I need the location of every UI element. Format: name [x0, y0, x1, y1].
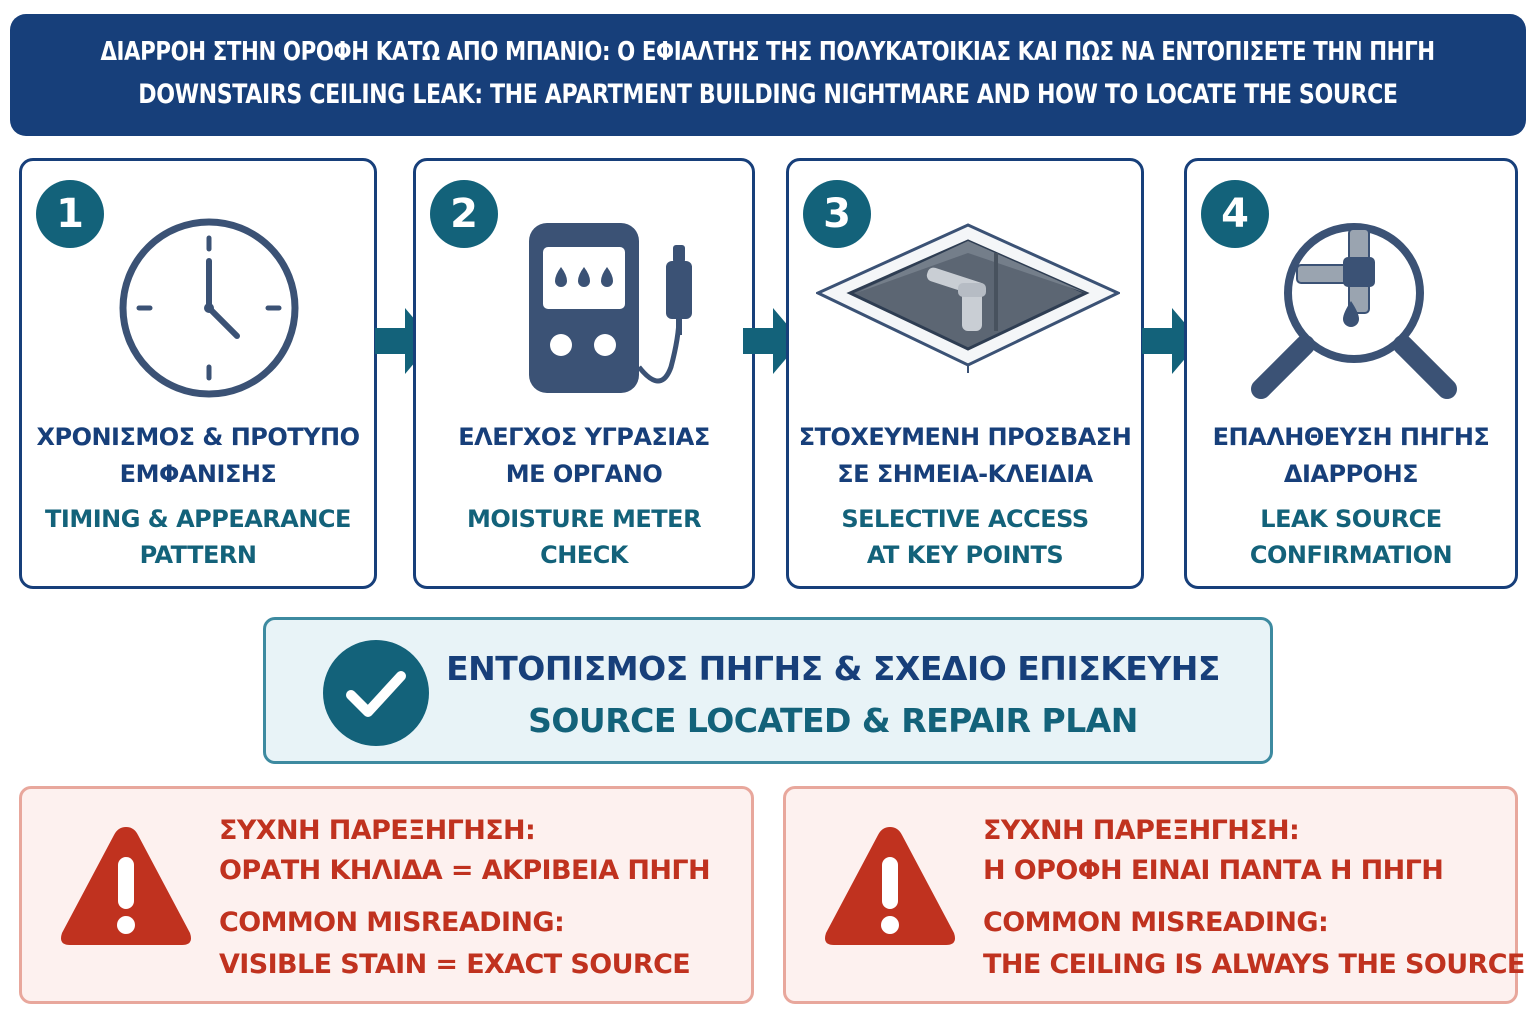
step-card-timing [19, 158, 377, 589]
magnifier-pipe-icon [1239, 217, 1469, 407]
step-label-greek: ΣΤΟΧΕΥΜΕΝΗ ΠΡΟΣΒΑΣΗ ΣΕ ΣΗΜΕΙΑ-ΚΛΕΙΔΙΑ [798, 423, 1132, 488]
step-number-badge: 1 [36, 180, 104, 248]
warning-heading-english: COMMON MISREADING: [983, 907, 1329, 938]
step-number-badge: 3 [803, 180, 871, 248]
step-card-moisture [413, 158, 755, 589]
warning-heading-greek: ΣΥΧΝΗ ΠΑΡΕΞΗΓΗΣΗ: [983, 815, 1300, 846]
clock-icon [114, 213, 304, 403]
step-card-access [786, 158, 1144, 589]
title-greek: ΔΙΑΡΡΟΗ ΣΤΗΝ ΟΡΟΦΗ ΚΑΤΩ ΑΠΟ ΜΠΑΝΙΟ: Ο ΕΦΙΑΛΤΗΣ ΤΗΣ ΠΟΛΥΚΑΤΟΙΚΙΑΣ ΚΑΙ ΠΩΣ ΝΑ ΕΝΤΟΠΙΣΕΤΕ ΤΗΝ ΠΗΓΗ [100, 37, 1436, 67]
ceiling-access-icon [816, 223, 1120, 373]
warning-icon [56, 821, 196, 951]
warning-text-greek: Η ΟΡΟΦΗ ΕΙΝΑΙ ΠΑΝΤΑ Η ΠΗΓΗ [983, 855, 1444, 886]
result-label-greek: ΕΝΤΟΠΙΣΜΟΣ ΠΗΓΗΣ & ΣΧΕΔΙΟ ΕΠΙΣΚΕΥΗΣ [446, 649, 1220, 688]
moisture-meter-icon [521, 217, 721, 407]
title-english: DOWNSTAIRS CEILING LEAK: THE APARTMENT BUILDING NIGHTMARE AND HOW TO LOCATE THE SOURCE [138, 79, 1398, 110]
warning-text-english: THE CEILING IS ALWAYS THE SOURCE [983, 949, 1525, 980]
warning-icon [820, 821, 960, 951]
warning-text-greek: ΟΡΑΤΗ ΚΗΛΙΔΑ = ΑΚΡΙΒΕΙΑ ΠΗΓΗ [219, 855, 710, 886]
step-label-greek: ΕΛΕΓΧΟΣ ΥΓΡΑΣΙΑΣ ΜΕ ΟΡΓΑΝΟ [458, 423, 710, 488]
step-label-greek: ΕΠΑΛΗΘΕΥΣΗ ΠΗΓΗΣ ΔΙΑΡΡΟΗΣ [1212, 423, 1490, 488]
title-banner [10, 14, 1526, 136]
step-label-greek: ΧΡΟΝΙΣΜΟΣ & ΠΡΟΤΥΠΟ ΕΜΦΑΝΙΣΗΣ [36, 423, 360, 488]
warning-card-stain [19, 786, 754, 1004]
result-label-english: SOURCE LOCATED & REPAIR PLAN [528, 701, 1138, 740]
warning-heading-greek: ΣΥΧΝΗ ΠΑΡΕΞΗΓΗΣΗ: [219, 815, 536, 846]
step-label-english: SELECTIVE ACCESS AT KEY POINTS [841, 505, 1089, 569]
step-label-english: MOISTURE METER CHECK [466, 505, 702, 569]
warning-heading-english: COMMON MISREADING: [219, 907, 565, 938]
step-label-english: LEAK SOURCE CONFIRMATION [1249, 505, 1453, 569]
step-card-confirmation [1184, 158, 1518, 589]
step-number-badge: 2 [430, 180, 498, 248]
step-number-badge: 4 [1201, 180, 1269, 248]
step-label-english: TIMING & APPEARANCE PATTERN [45, 505, 351, 569]
result-box [263, 617, 1273, 764]
warning-text-english: VISIBLE STAIN = EXACT SOURCE [219, 949, 691, 980]
checkmark-icon [321, 638, 431, 748]
warning-card-ceiling [783, 786, 1525, 1004]
